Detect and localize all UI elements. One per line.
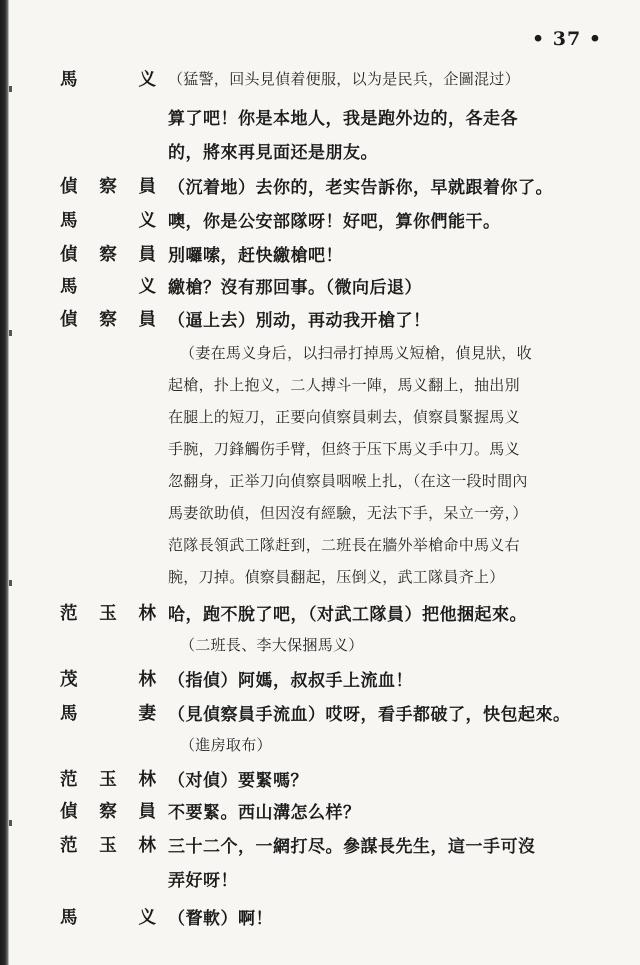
dialogue-line: 哈，跑不脫了吧，（对武工隊員）把他捆起來。 <box>168 605 527 625</box>
dialogue-line: 別囉嗦，赶快繳槍吧！ <box>168 246 343 266</box>
stage-direction: 在腿上的短刀，正要向偵察員刺去，偵察員緊握馬义 <box>168 408 520 426</box>
dialogue-line: 噢，你是公安部隊呀！好吧，算你們能干。 <box>168 212 501 232</box>
dialogue-line: 的，將來再見面还是朋友。 <box>168 143 378 163</box>
stage-direction: （二班長、李大保捆馬义） <box>180 636 364 654</box>
book-spine-shadow <box>0 0 9 965</box>
binding-mark <box>9 580 12 586</box>
dialogue-line: 不要緊。西山溝怎么样？ <box>168 803 361 823</box>
stage-direction: （進房取布） <box>180 736 272 754</box>
speaker-name: 偵 察 員 <box>60 310 156 330</box>
binding-mark <box>9 820 12 826</box>
speaker-name: 范 玉 林 <box>60 836 156 856</box>
dialogue-line: （見偵察員手流血）哎呀，看手都破了，快包起來。 <box>168 705 571 725</box>
dialogue-line: （逼上去）別动，再动我开槍了！ <box>168 311 431 331</box>
dialogue-line: （指偵）阿媽，叔叔手上流血！ <box>168 671 413 691</box>
dialogue-line: （沉着地）去你的，老实告訴你，早就跟着你了。 <box>168 178 553 198</box>
dialogue-line: 繳槍？沒有那回事。（微向后退） <box>168 278 422 298</box>
binding-mark <box>9 330 12 336</box>
stage-direction: （妻在馬义身后，以扫帚打掉馬义短槍，偵見狀，收 <box>180 344 532 362</box>
speaker-name: 偵 察 員 <box>60 177 156 197</box>
stage-direction: 范隊長領武工隊赶到，二班長在牆外举槍命中馬义右 <box>168 536 520 554</box>
speaker-name: 馬 妻 <box>60 704 156 724</box>
binding-mark <box>9 86 12 92</box>
speaker-name: 偵 察 員 <box>60 245 156 265</box>
speaker-name: 馬 义 <box>60 70 156 90</box>
dialogue-line: （对偵）要緊嗎？ <box>168 771 308 791</box>
speaker-name: 馬 义 <box>60 211 156 231</box>
speaker-name: 馬 义 <box>60 908 156 928</box>
stage-direction: 腕，刀掉。偵察員翻起，压倒义，武工隊員齐上） <box>168 568 505 586</box>
speaker-name: 范 玉 林 <box>60 604 156 624</box>
dialogue-line: 三十二个，一網打尽。參謀長先生，這一手可沒 <box>168 837 536 857</box>
dialogue-line: 弄好呀！ <box>168 871 238 891</box>
stage-direction: （猛警，回头見偵着便服，以为是民兵，企圖混过） <box>168 70 520 88</box>
dialogue-line: 算了吧！你是本地人，我是跑外边的，各走各 <box>168 109 518 129</box>
dialogue-line: （瞀軟）啊！ <box>168 909 273 929</box>
stage-direction: 起槍，扑上抱义，二人搏斗一陣，馬义翻上，抽出別 <box>168 376 520 394</box>
speaker-name: 偵 察 員 <box>60 802 156 822</box>
page-number: • 37 • <box>532 28 602 50</box>
speaker-name: 馬 义 <box>60 277 156 297</box>
speaker-name: 范 玉 林 <box>60 770 156 790</box>
stage-direction: 馬妻欲助偵，但因沒有經驗，无法下手，呆立一旁，） <box>168 504 528 522</box>
stage-direction: 手腕，刀鋒觸伤手臂，但終于压下馬义手中刀。馬义 <box>168 440 520 458</box>
stage-direction: 忽翻身，正举刀向偵察員咽喉上扎，（在这一段时間內 <box>168 472 528 490</box>
speaker-name: 茂 林 <box>60 670 156 690</box>
